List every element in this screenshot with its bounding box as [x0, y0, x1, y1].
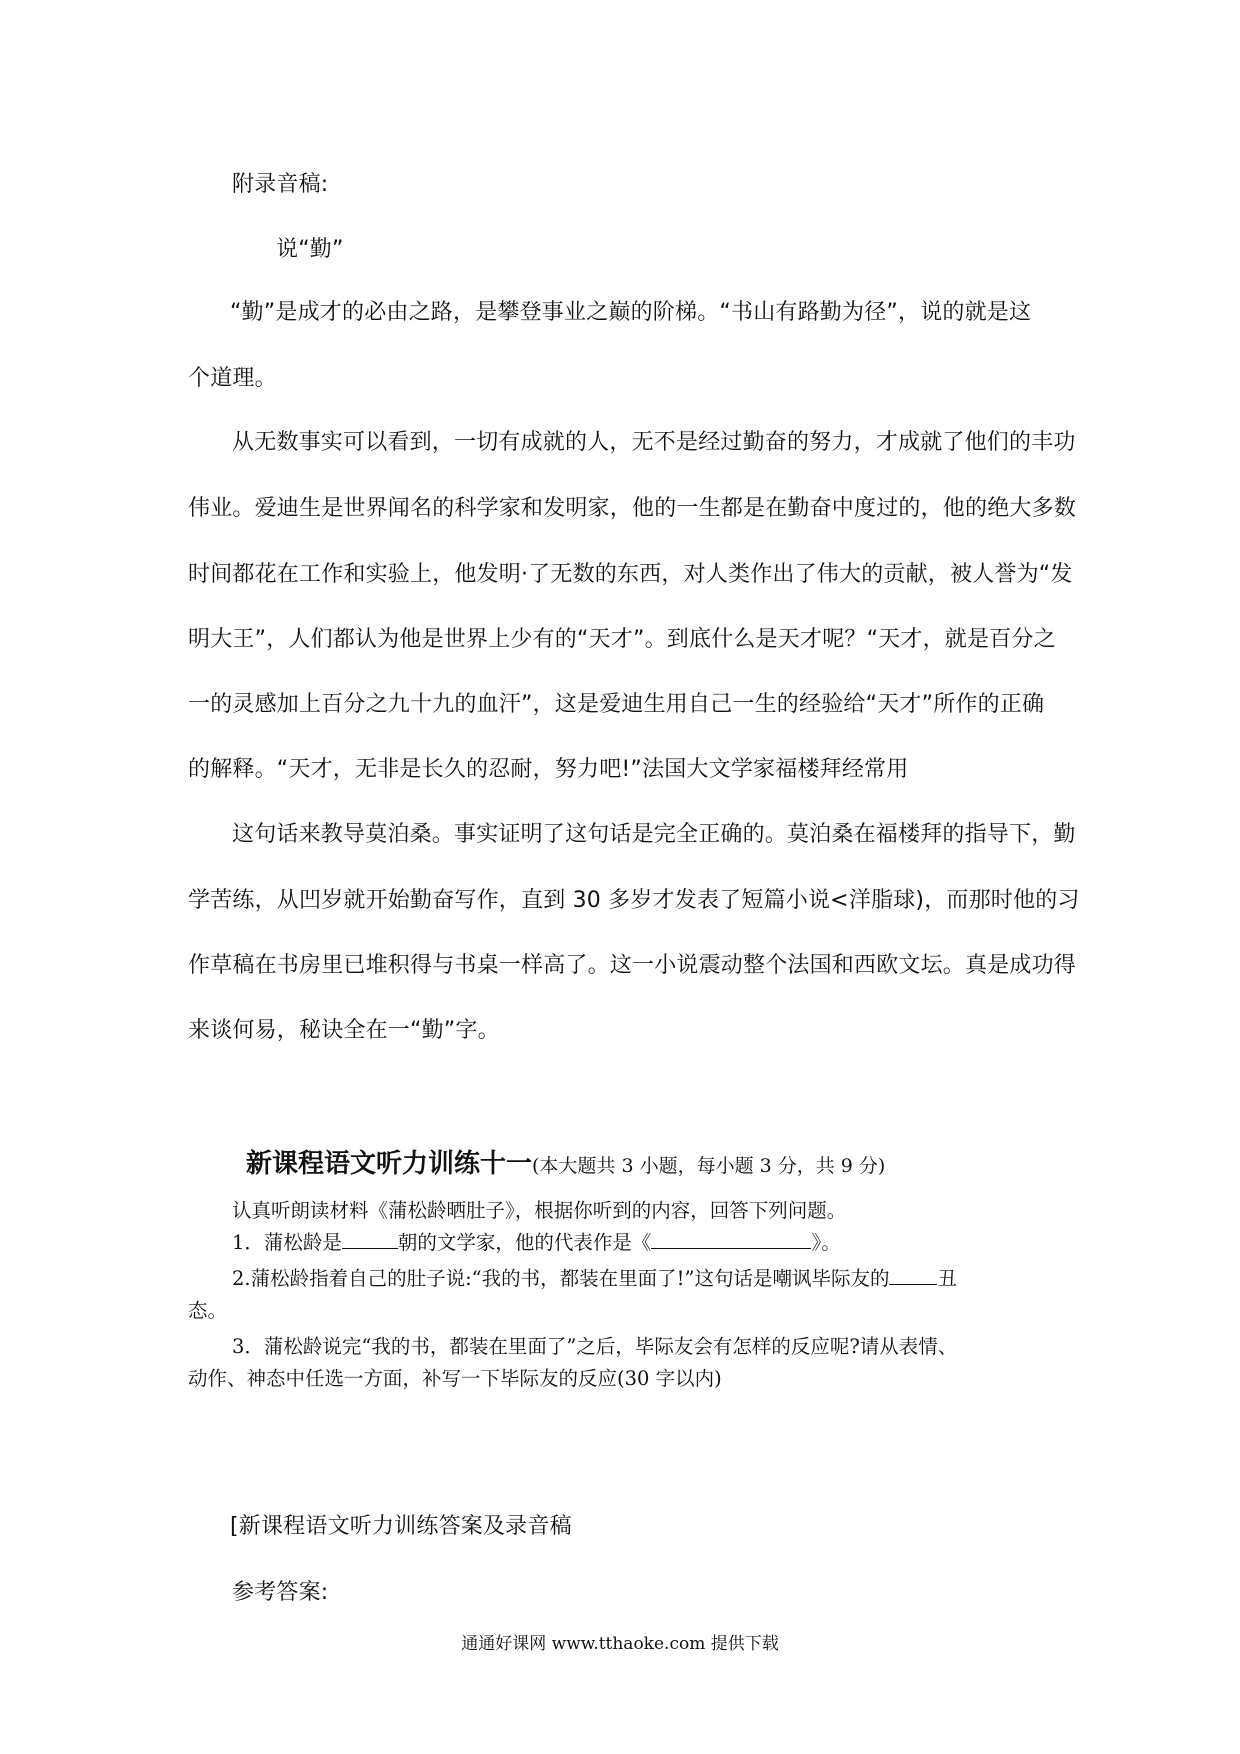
transcript-line: 作草稿在书房里已堆积得与书桌一样高了。这一小说震动整个法国和西欧文坛。真是成功得	[188, 953, 1077, 978]
transcript-line: 明大王”，人们都认为他是世界上少有的“天才”。到底什么是天才呢？“天才，就是百分之	[188, 627, 1056, 652]
transcript-line: 一的灵感加上百分之九十九的血汗”，这是爱迪生用自己一生的经验给“天才”所作的正确	[188, 692, 1045, 717]
exercise-note: (本大题共 3 小题，每小题 3 分，共 9 分)	[532, 1155, 886, 1177]
question-1: 1．蒲松龄是 朝的文学家，他的代表作是《 》。	[232, 1228, 841, 1258]
transcript-line: 来谈何易，秘诀全在一“勤”字。	[188, 1018, 500, 1043]
exercise-title-row	[246, 1146, 885, 1184]
page-footer: 通通好课网 www.tthaoke.com 提供下载	[461, 1634, 779, 1654]
transcript-line: 个道理。	[188, 366, 277, 391]
transcript-line: 学苦练，从凹岁就开始勤奋写作，直到 30 多岁才发表了短篇小说<洋脂球)，而那时他的习	[188, 888, 1080, 913]
transcript-line: 这句话来教导莫泊桑。事实证明了这句话是完全正确的。莫泊桑在福楼拜的指导下，勤	[232, 822, 1076, 847]
transcript-title: 说“勤”	[276, 237, 344, 262]
exercise-title: 新课程语文听力训练十一	[246, 1149, 533, 1179]
answer-blank[interactable]	[889, 1264, 937, 1285]
transcript-heading: 附录音稿:	[232, 172, 329, 197]
transcript-line: 时间都花在工作和实验上，他发明·了无数的东西，对人类作出了伟大的贡献，被人誉为“发	[188, 562, 1073, 587]
question-3: 3．蒲松龄说完“我的书，都装在里面了”之后，毕际友会有怎样的反应呢?请从表情、	[232, 1335, 958, 1358]
answers-subheading: 参考答案:	[232, 1580, 329, 1605]
answers-heading: [新课程语文听力训练答案及录音稿	[230, 1514, 572, 1539]
question-2-cont: 态。	[188, 1299, 228, 1322]
question-2: 2.蒲松龄指着自己的肚子说:“我的书，都装在里面了!”这句话是嘲讽毕际友的 丑	[232, 1264, 957, 1294]
transcript-line: 的解释。“天才，无非是长久的忍耐，努力吧!”法国大文学家福楼拜经常用	[188, 757, 909, 782]
transcript-line: “勤”是成才的必由之路，是攀登事业之巅的阶梯。“书山有路勤为径”，说的就是这	[230, 300, 1032, 325]
answer-blank[interactable]	[342, 1228, 398, 1249]
exercise-intro: 认真听朗读材料《蒲松龄晒肚子》，根据你听到的内容，回答下列问题。	[232, 1199, 847, 1222]
question-3-cont: 动作、神态中任选一方面，补写一下毕际友的反应(30 字以内)	[188, 1367, 722, 1390]
answer-blank[interactable]	[651, 1228, 811, 1249]
transcript-line: 伟业。爱迪生是世界闻名的科学家和发明家，他的一生都是在勤奋中度过的，他的绝大多数	[188, 496, 1077, 521]
transcript-line: 从无数事实可以看到，一切有成就的人，无不是经过勤奋的努力，才成就了他们的丰功	[232, 430, 1076, 455]
